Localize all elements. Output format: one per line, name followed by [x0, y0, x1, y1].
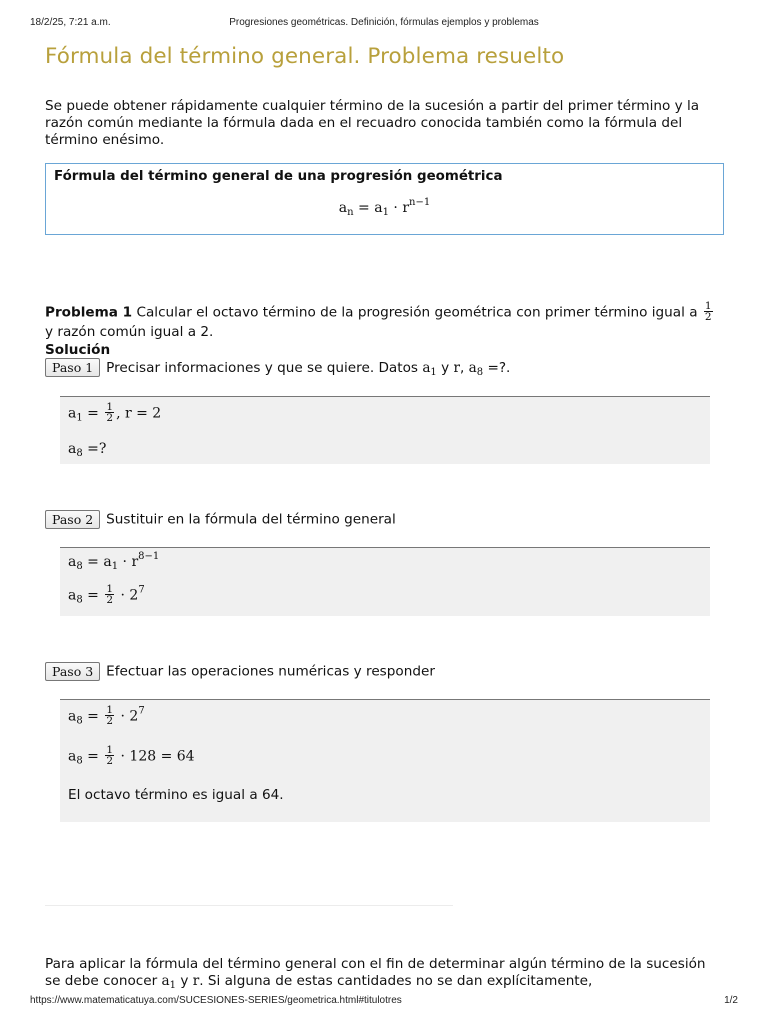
step-2-panel: [60, 547, 710, 616]
step-1-line-1: $a_1$ = $\frac{1}{2}$ , r = 2: [68, 401, 162, 424]
step-2-button[interactable]: Paso 2: [45, 510, 100, 529]
print-footer: [30, 995, 738, 1006]
general-term-formula: $a_n = a_1 \cdot r^{n-1}$: [338, 197, 431, 218]
step-3-row: [45, 662, 435, 681]
divider: [45, 905, 453, 906]
print-datetime: 18/2/25, 7:21 a.m.: [30, 17, 111, 28]
print-page-number: 1/2: [724, 995, 738, 1006]
step-1-line-2: $a_8$ =?: [68, 441, 107, 459]
problem-label: Problema 1: [45, 304, 133, 321]
problem-statement: Problema 1 Calcular el octavo término de la progresión geométrica con primer término igual a $\frac{1}{2}$ y razón común igual a 2.: [45, 300, 712, 340]
step-1-button[interactable]: Paso 1: [45, 358, 100, 377]
step-3-panel: [60, 699, 710, 822]
step-1-row: [45, 358, 510, 377]
intro-paragraph: Se puede obtener rápidamente cualquier término de la sucesión a partir del primer término y la razón común mediante la fórmula dada en el recuadro conocida también como la fórmula del término enésimo.: [45, 98, 700, 148]
step-2-text: Sustituir en la fórmula del término general: [106, 511, 396, 528]
print-page-title: Progresiones geométricas. Definición, fórmulas ejemplos y problemas: [229, 17, 539, 28]
print-url[interactable]: https://www.matematicatuya.com/SUCESIONES-SERIES/geometrica.html#titulotres: [30, 995, 402, 1006]
fraction: $\frac{1}{2}$: [704, 300, 712, 323]
step-3-line-2: $a_8$ = $\frac{1}{2}$ · 128 = 64: [68, 744, 195, 767]
step-3-answer: El octavo término es igual a 64.: [68, 787, 284, 803]
step-3-text: Efectuar las operaciones numéricas y responder: [106, 663, 435, 680]
formula-box-title: Fórmula del término general de una progresión geométrica: [54, 169, 503, 184]
step-1-text: Precisar informaciones y que se quiere. Datos $a_1$ y r, $a_8$ =?.: [106, 359, 511, 378]
solution-label: Solución: [45, 342, 111, 358]
formula-box: [45, 163, 724, 235]
closing-paragraph: Para aplicar la fórmula del término general con el fin de determinar algún término de la sucesión se debe conocer $a_1$ y r. Si alguna de estas cantidades no se dan explícitamente,: [45, 956, 706, 991]
main-content: [45, 44, 725, 991]
step-1-panel: [60, 396, 710, 464]
step-3-button[interactable]: Paso 3: [45, 662, 100, 681]
step-3-line-1: $a_8$ = $\frac{1}{2}$ · $2^7$: [68, 704, 145, 727]
step-2-row: [45, 510, 396, 529]
section-title: Fórmula del término general. Problema resuelto: [45, 44, 565, 69]
step-2-line-2: $a_8$ = $\frac{1}{2}$ · $2^7$: [68, 583, 145, 606]
step-2-line-1: $a_8 = a_1 \cdot r^{8-1}$: [68, 551, 160, 572]
